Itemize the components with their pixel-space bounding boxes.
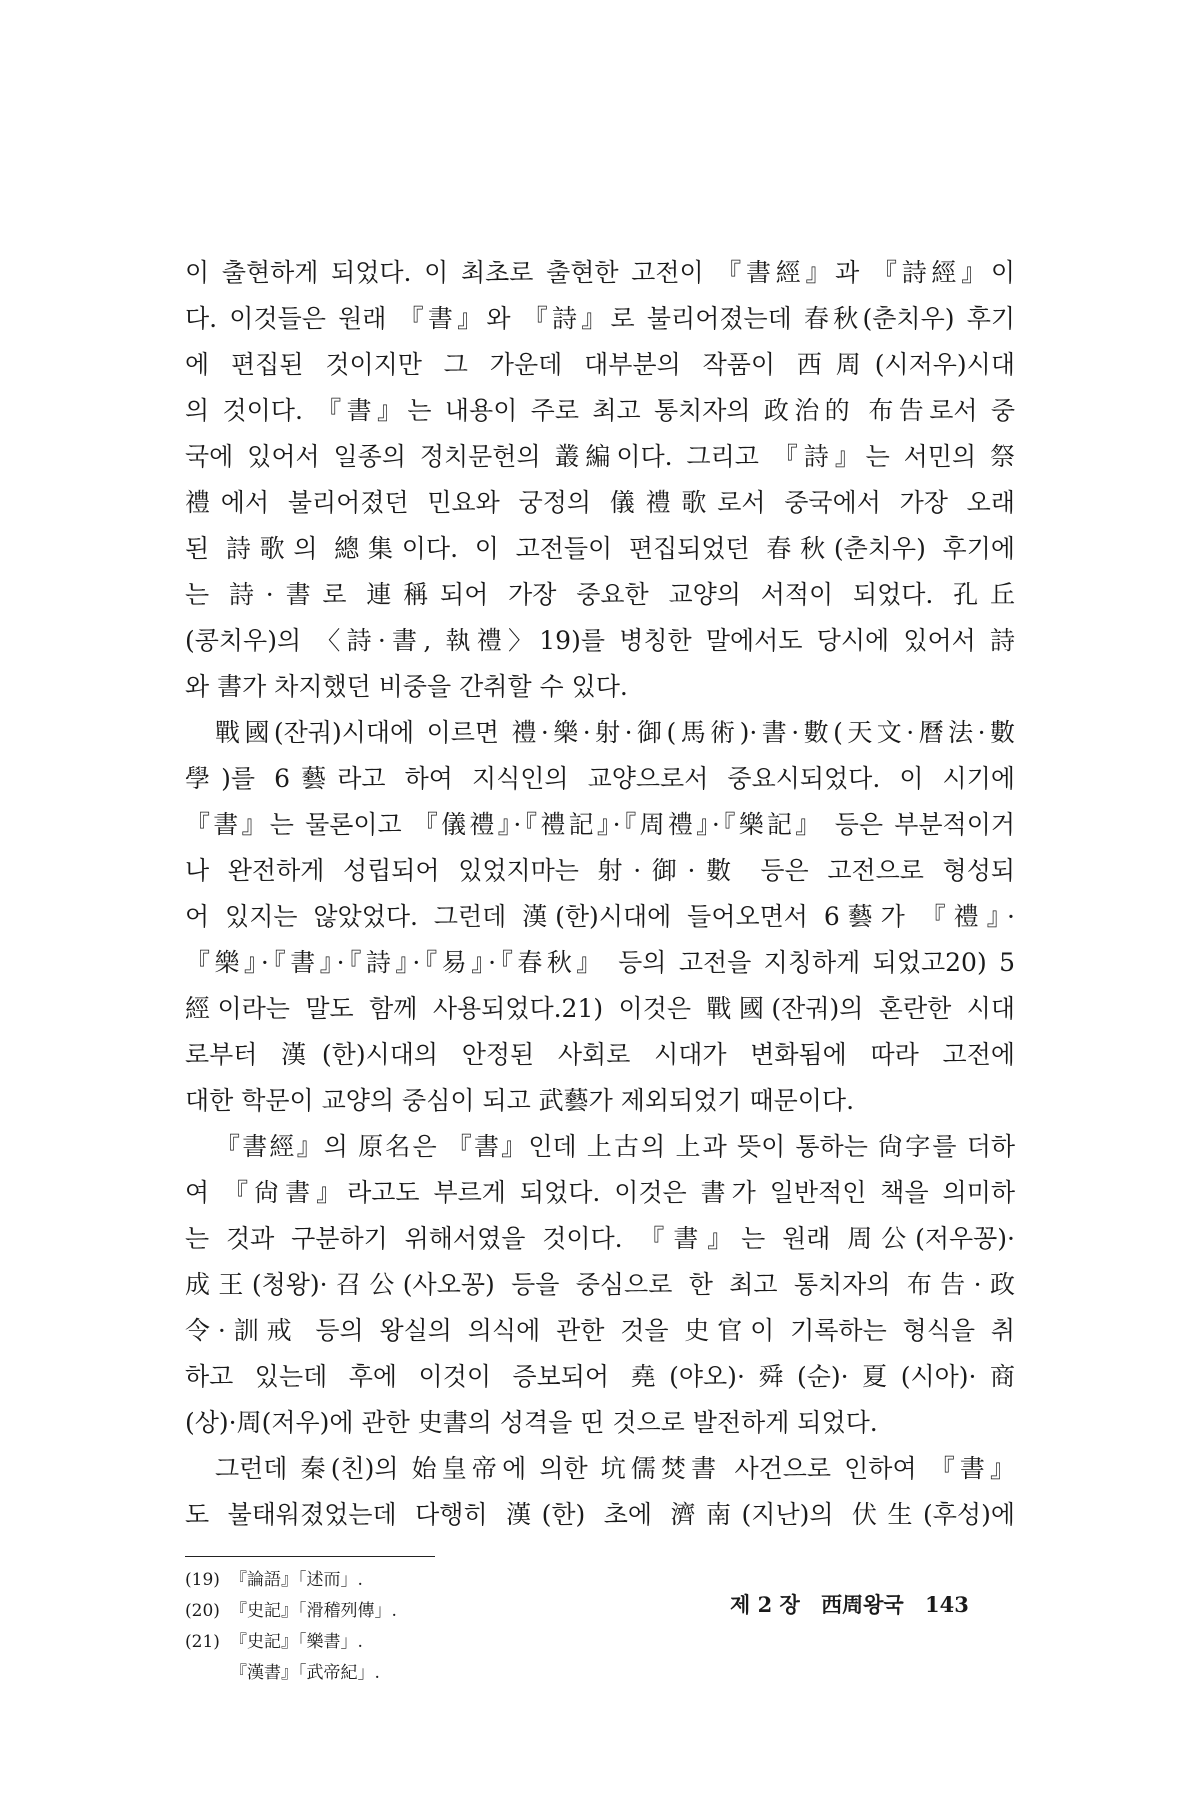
text-line: 로부터 漢(한)시대의 안정된 사회로 시대가 변화됨에 따라 고전에 [185,1040,1015,1069]
paragraph [185,710,1015,1124]
text-line: 여 『尙書』라고도 부르게 되었다. 이것은 書가 일반적인 책을 의미하 [185,1178,1015,1207]
paragraph [185,1446,1015,1538]
text-line: 와 書가 차지했던 비중을 간취할 수 있다. [185,672,628,701]
text-line: 는 것과 구분하기 위해서였을 것이다. 『書』는 원래 周公(저우꽁)· [185,1224,1015,1253]
footnote-number: (21) [185,1632,220,1652]
text-line: 『書經』의 原名은 『書』인데 上古의 上과 뜻이 통하는 尙字를 더하 [215,1132,1015,1161]
text-line: 다. 이것들은 원래 『書』와 『詩』로 불리어졌는데 春秋(춘치우) 후기 [185,304,1015,333]
text-line: 의 것이다. 『書』는 내용이 주로 최고 통치자의 政治的 布告로서 중 [185,396,1015,425]
text-line: 나 완전하게 성립되어 있었지마는 射·御·數 등은 고전으로 형성되 [185,856,1015,885]
body-text [185,250,1015,1538]
text-line: 學)를 6藝라고 하여 지식인의 교양으로서 중요시되었다. 이 시기에 [185,764,1015,793]
text-line: 에 편집된 것이지만 그 가운데 대부분의 작품이 西周(시저우)시대 [185,350,1015,379]
text-line: (상)·周(저우)에 관한 史書의 성격을 띤 것으로 발전하게 되었다. [185,1408,878,1437]
footnote-number: (20) [185,1601,220,1621]
text-line: 成王(청왕)·召公(사오꽁) 등을 중심으로 한 최고 통치자의 布告·政 [185,1270,1015,1299]
text-line: 戰國(잔궈)시대에 이르면 禮·樂·射·御(馬術)·書·數(天文·曆法·數 [215,718,1015,747]
text-line: 도 불태워졌었는데 다행히 漢(한) 초에 濟南(지난)의 伏生(후성)에 [185,1500,1015,1529]
text-line: 『書』는 물론이고 『儀禮』·『禮記』·『周禮』·『樂記』 등은 부분적이거 [185,810,1015,839]
text-line: 『樂』·『書』·『詩』·『易』·『春秋』 등의 고전을 지칭하게 되었고20) 5 [185,948,1015,977]
text-line: 는 詩·書로 連稱되어 가장 중요한 교양의 서적이 되었다. 孔丘 [185,580,1015,609]
footnote-text: 『漢書』「武帝紀」. [230,1663,380,1683]
footnote-rule [185,1556,435,1557]
text-line: 그런데 秦(친)의 始皇帝에 의한 坑儒焚書 사건으로 인하여 『書』 [215,1454,1015,1483]
text-line: 국에 있어서 일종의 정치문헌의 叢編이다. 그리고 『詩』는 서민의 祭 [185,442,1015,471]
text-line: 하고 있는데 후에 이것이 증보되어 堯(야오)·舜(순)·夏(시아)·商 [185,1362,1015,1391]
text-line: 禮에서 불리어졌던 민요와 궁정의 儀禮歌로서 중국에서 가장 오래 [185,488,1015,517]
page-body [185,250,1015,1689]
footnote-number: (19) [185,1570,220,1590]
footnote-text: 『史記』「滑稽列傳」. [230,1601,397,1621]
text-line: 어 있지는 않았었다. 그런데 漢(한)시대에 들어오면서 6藝가 『禮』· [185,902,1015,931]
text-line: 令·訓戒 등의 왕실의 의식에 관한 것을 史官이 기록하는 형식을 취 [185,1316,1015,1345]
chapter-label: 제 2 장 [730,1592,800,1617]
paragraph [185,250,1015,710]
footnotes [185,1565,1015,1689]
text-line: 된 詩歌의 總集이다. 이 고전들이 편집되었던 春秋(춘치우) 후기에 [185,534,1015,563]
footnote [185,1658,1015,1689]
chapter-title: 西周왕국 [821,1592,904,1617]
paragraph [185,1124,1015,1446]
text-line: 이 출현하게 되었다. 이 최초로 출현한 고전이 『書經』과 『詩經』이 [185,258,1015,287]
page-number: 143 [925,1592,969,1617]
footnote [185,1627,1015,1658]
text-line: 經이라는 말도 함께 사용되었다.21) 이것은 戰國(잔궈)의 혼란한 시대 [185,994,1015,1023]
footnote-text: 『史記』「樂書」. [230,1632,363,1652]
text-line: 대한 학문이 교양의 중심이 되고 武藝가 제외되었기 때문이다. [185,1086,855,1115]
running-footer [730,1589,969,1619]
text-line: (콩치우)의 〈詩·書, 執禮〉19)를 병칭한 말에서도 당시에 있어서 詩 [185,626,1015,655]
footnote-text: 『論語』「述而」. [230,1570,363,1590]
